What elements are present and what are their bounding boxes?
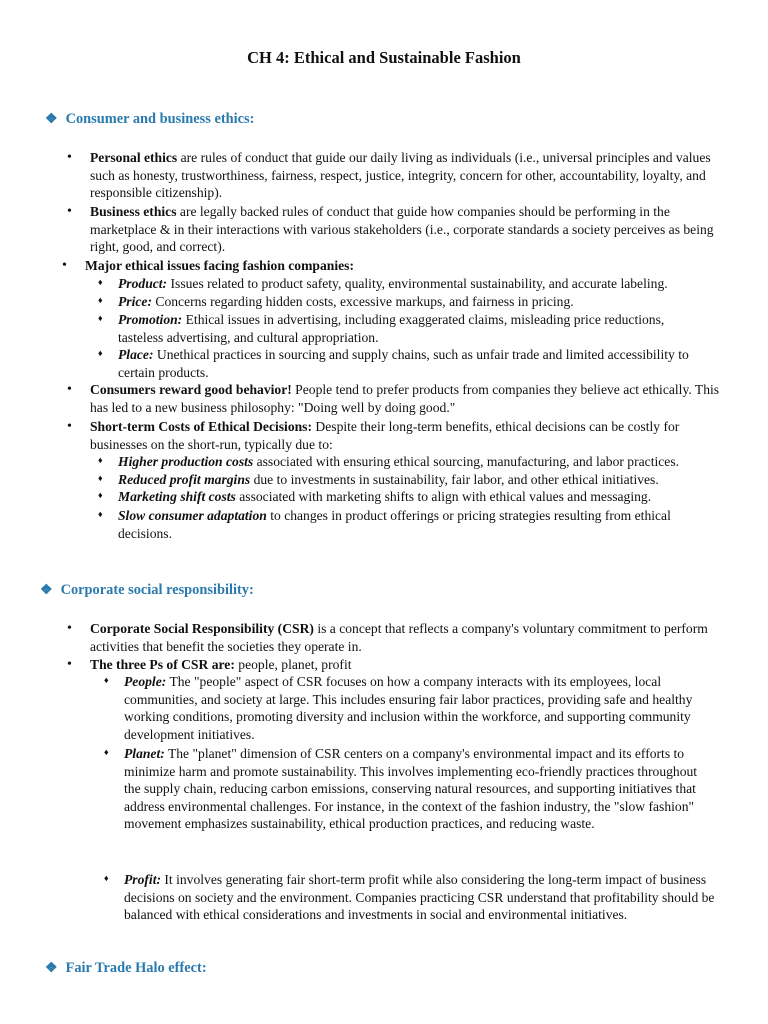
term-reduced-margins: Reduced profit margins [118, 472, 251, 487]
diamond-sub-bullet-icon: ♦ [98, 490, 103, 500]
section-heading-text: Corporate social responsibility: [60, 582, 254, 598]
text-business-ethics: are legally backed rules of conduct that guide how companies should be performing in the marketplace & in their interactions with various stakeholders (i.e., corporate standards a society perceives as being right, good, and correct). [90, 204, 714, 255]
list-item-reduced-margins [98, 471, 718, 489]
term-slow-adaptation: Slow consumer adaptation [118, 508, 267, 523]
list-item-marketing-shift [98, 488, 718, 506]
term-promotion: Promotion: [118, 312, 183, 327]
text-three-ps: people, planet, profit [238, 657, 352, 672]
diamond-sub-bullet-icon: ♦ [104, 675, 109, 685]
list-item-promotion [98, 311, 683, 346]
diamond-bullet-icon: ❖ [45, 112, 58, 127]
list-item-csr-definition [67, 620, 725, 655]
diamond-sub-bullet-icon: ♦ [98, 295, 103, 305]
term-csr: Corporate Social Responsibility (CSR) [90, 621, 314, 636]
term-people: People: [124, 674, 167, 689]
text-price: Concerns regarding hidden costs, excessive markups, and fairness in pricing. [155, 294, 574, 309]
text-personal-ethics: are rules of conduct that guide our daily living as individuals (i.e., universal principles and values such as honesty, trustworthiness, fairness, respect, justice, integrity, concern for other, accountability, loyalty, and responsible citizenship). [90, 150, 711, 201]
term-place: Place: [118, 347, 154, 362]
term-business-ethics: Business ethics [90, 204, 177, 219]
bullet-icon: • [67, 150, 72, 165]
list-item-price [98, 293, 718, 311]
diamond-sub-bullet-icon: ♦ [98, 509, 103, 519]
diamond-sub-bullet-icon: ♦ [98, 473, 103, 483]
section-heading-text: Consumer and business ethics: [65, 111, 255, 127]
list-item-major-issues [62, 257, 725, 275]
list-item-short-term-costs [67, 418, 700, 453]
text-slow-adaptation: to changes in product offerings or pricing strategies resulting from ethical decisions. [118, 508, 671, 541]
text-consumers-reward: People tend to prefer products from companies they believe act ethically. This has led to a new business philosophy: "Doing well by doing good." [90, 382, 720, 415]
list-item-product [98, 275, 718, 293]
bullet-icon: • [67, 657, 72, 672]
list-item-consumers-reward [67, 381, 725, 416]
bullet-icon: • [62, 258, 67, 273]
section-heading-fair-trade-halo [45, 959, 207, 978]
term-higher-production: Higher production costs [118, 454, 254, 469]
list-item-planet [104, 745, 714, 833]
diamond-sub-bullet-icon: ♦ [98, 313, 103, 323]
term-planet: Planet: [124, 746, 165, 761]
text-people: The "people" aspect of CSR focuses on how a company interacts with its employees, local communities, and society at large. This includes ensuring fair labor practices, providing safe and healthy working conditions, promoting diversity and inclusion within the workforce, and supporting community development initiatives. [124, 674, 693, 742]
text-short-term-costs: Despite their long-term benefits, ethical decisions can be costly for businesses on the short-run, typically due to: [90, 419, 680, 452]
text-marketing-shift: associated with marketing shifts to align with ethical values and messaging. [239, 489, 652, 504]
text-profit: It involves generating fair short-term profit while also considering the long-term impact of business decisions on society and the environment. Companies practicing CSR understand that profitability should be balanced with ethical considerations and investments in social and environmental initiatives. [124, 872, 715, 923]
diamond-sub-bullet-icon: ♦ [98, 455, 103, 465]
list-item-slow-adaptation [98, 507, 693, 542]
text-csr: is a concept that reflects a company's voluntary commitment to perform activities that benefit the societies they operate in. [90, 621, 708, 654]
term-price: Price: [118, 294, 152, 309]
list-item-people [104, 673, 719, 743]
list-item-higher-production [98, 453, 718, 471]
diamond-bullet-icon: ❖ [40, 583, 53, 598]
text-higher-production: associated with ensuring ethical sourcing, manufacturing, and labor practices. [256, 454, 680, 469]
term-product: Product: [118, 276, 168, 291]
list-item-place [98, 346, 708, 381]
term-personal-ethics: Personal ethics [90, 150, 178, 165]
diamond-sub-bullet-icon: ♦ [98, 277, 103, 287]
term-short-term-costs: Short-term Costs of Ethical Decisions: [90, 419, 313, 434]
list-item-profit [104, 871, 724, 924]
term-consumers-reward: Consumers reward good behavior! [90, 382, 292, 397]
bullet-icon: • [67, 382, 72, 397]
diamond-sub-bullet-icon: ♦ [98, 348, 103, 358]
list-item-personal-ethics [67, 149, 725, 202]
term-profit: Profit: [124, 872, 161, 887]
term-three-ps: The three Ps of CSR are: [90, 657, 235, 672]
text-planet: The "planet" dimension of CSR centers on a company's environmental impact and its efforts to minimize harm and promote sustainability. This involves implementing eco-friendly practices throughout the supply chain, reducing carbon emissions, conserving natural resources, and supporting initiatives that address environmental challenges. For instance, in the context of the fashion industry, the "slow fashion" movement emphasizes sustainability, ethical production practices, and reducing waste. [124, 746, 698, 832]
list-item-business-ethics [67, 203, 725, 256]
term-major-issues: Major ethical issues facing fashion companies: [85, 258, 354, 273]
section-heading-consumer-business-ethics [45, 110, 254, 129]
diamond-bullet-icon: ❖ [45, 961, 58, 976]
section-heading-csr [40, 581, 254, 600]
diamond-sub-bullet-icon: ♦ [104, 747, 109, 757]
section-heading-text: Fair Trade Halo effect: [65, 960, 207, 976]
term-marketing-shift: Marketing shift costs [118, 489, 236, 504]
text-place: Unethical practices in sourcing and supply chains, such as unfair trade and limited accessibility to certain products. [118, 347, 689, 380]
text-promotion: Ethical issues in advertising, including exaggerated claims, misleading price reductions, tasteless advertising, and cultural appropriation. [118, 312, 665, 345]
bullet-icon: • [67, 204, 72, 219]
text-product: Issues related to product safety, quality, environmental sustainability, and accurate labeling. [170, 276, 668, 291]
text-reduced-margins: due to investments in sustainability, fair labor, and other ethical initiatives. [253, 472, 659, 487]
list-item-three-ps [67, 656, 725, 674]
diamond-sub-bullet-icon: ♦ [104, 873, 109, 883]
page-title: CH 4: Ethical and Sustainable Fashion [247, 48, 521, 67]
bullet-icon: • [67, 621, 72, 636]
bullet-icon: • [67, 419, 72, 434]
